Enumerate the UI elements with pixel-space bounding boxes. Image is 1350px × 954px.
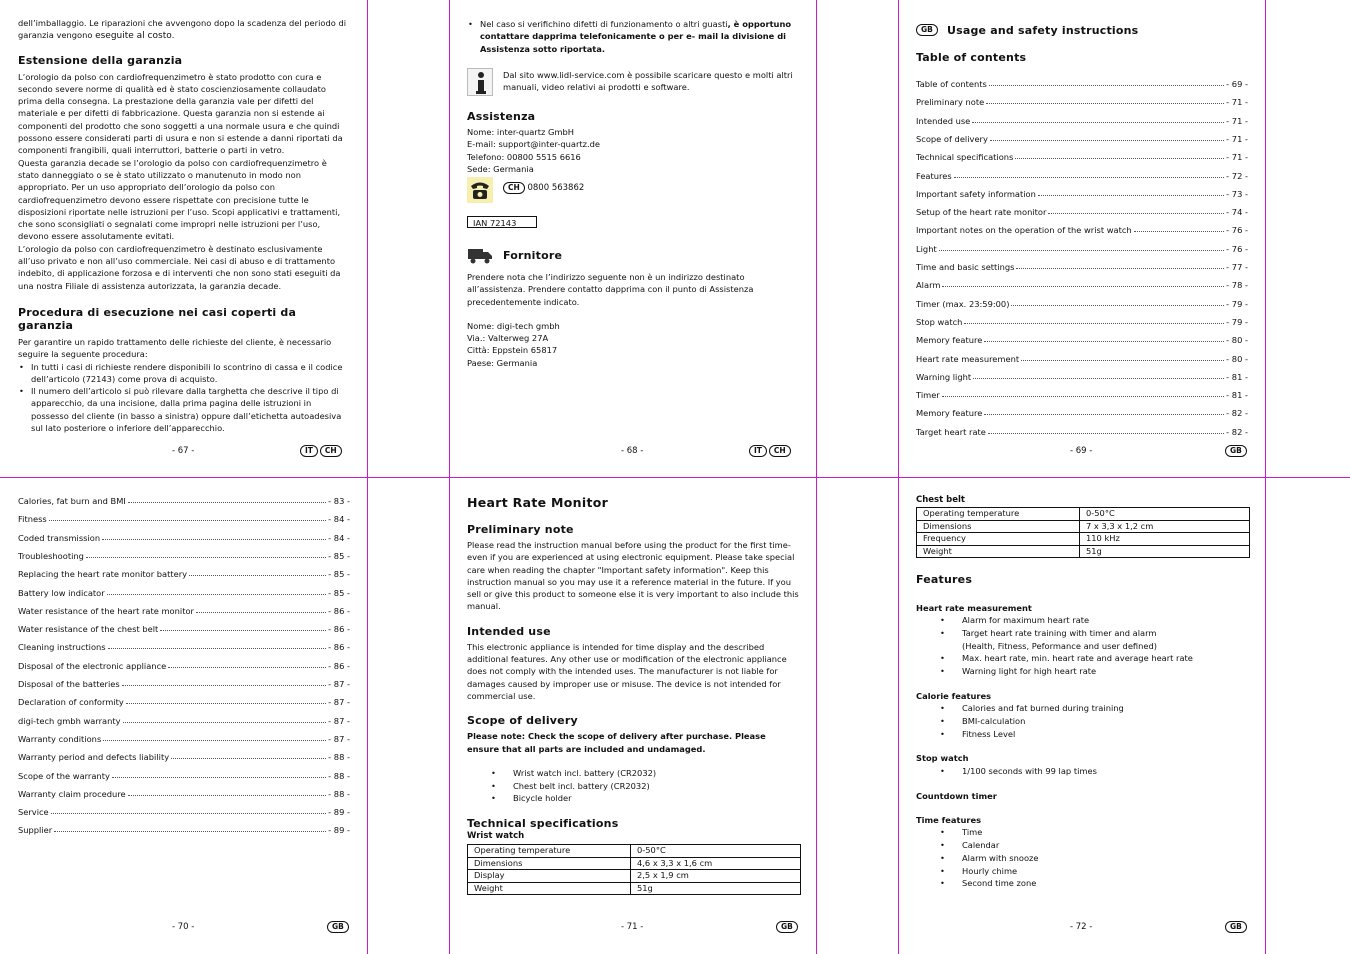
toc-title: Preliminary note [916, 97, 985, 108]
badge-it: IT [300, 445, 318, 457]
badge-ch: CH [769, 445, 791, 457]
assist-line: E-mail: support@inter-quartz.de [467, 139, 601, 150]
calorie-list [916, 702, 1256, 740]
toc-title: Timer (max. 23:59:00) [916, 298, 1010, 309]
assistance-section [467, 110, 797, 175]
toc-leader [171, 758, 326, 759]
toc-entry [18, 659, 350, 671]
table-row: Dimensions 4,6 x 3,3 x 1,6 cm [468, 857, 801, 870]
toc-leader [189, 575, 326, 576]
page-69-header [916, 19, 1246, 64]
heading-preliminary-note: Preliminary note [467, 523, 574, 536]
toc-title: Features [916, 170, 952, 181]
list-item: • In tutti i casi di richieste rendere disponibili lo scontrino di cassa e il codice dell’articolo (72143) come prova di acquisto. [18, 361, 348, 386]
toc-page: - 83 - [328, 496, 350, 506]
toc-page: - 86 - [328, 642, 350, 653]
phone-number: 0800 563862 [527, 183, 585, 193]
paragraph: L’orologio da polso con cardiofrequenzimetro è destinato esclusivamente all’uso privato e non all’uso commerciale. Nei casi di abuso e di trattamento indebito, di applicazione forzosa e di interventi che non sono stati eseguiti da una nostra Filiale di assistenza autorizzata, la garanzia decade. [18, 243, 341, 291]
toc-title: Setup of the heart rate monitor [916, 207, 1047, 218]
toc-page: - 80 - [1226, 353, 1248, 364]
supplier-section [467, 271, 797, 369]
heading-warranty-extension: Estensione della garanzia [18, 53, 183, 67]
paragraph: Questa garanzia decade se l’orologio da polso con cardiofrequenzimetro è stato danneggiato o se è stato utilizzato o manutenuto in modo non appropriato. Per un uso appropriato dell’orologio da polso con cardiofrequenzimetro devono essere rispettate con precisione tutte le disposizioni riportate nelle istruzioni per l’uso. Scopi applicativi e trattamenti, che sono sconsigliati o segnalati come impropri nelle istruzioni per l’uso, devono essere assolutamente evitati. [18, 157, 341, 242]
toc-leader [168, 667, 326, 668]
toc-entry [916, 352, 1248, 364]
list-item: • Target heart rate training with timer and alarm [916, 627, 1256, 640]
toc-page: - 74 - [1226, 207, 1248, 218]
toc-leader [1038, 195, 1224, 196]
toc-page: - 82 - [1226, 408, 1248, 419]
toc-entry [18, 769, 350, 781]
wrist-watch-spec-table [467, 844, 801, 895]
toc-page: - 85 - [328, 550, 350, 561]
scope-list [467, 767, 800, 805]
toc-leader [123, 722, 327, 723]
wrist-watch-label: Wrist watch [467, 831, 525, 841]
toc-title: Troubleshooting [18, 550, 84, 561]
toc-page: - 76 - [1226, 243, 1248, 254]
toc-entry [18, 732, 350, 744]
toc-entry [18, 622, 350, 634]
list-item: • Second time zone [916, 877, 1256, 890]
toc-leader [942, 286, 1224, 287]
heading-assistance: Assistenza [467, 110, 536, 123]
toc-title: Coded transmission [18, 532, 101, 543]
toc-leader [103, 740, 326, 741]
list-item: • 1/100 seconds with 99 lap times [916, 765, 1256, 778]
toc-title: Warning light [916, 371, 972, 382]
heading-intended-use: Intended use [467, 624, 551, 638]
toc-entry [18, 512, 350, 524]
list-item: • Wrist watch incl. battery (CR2032) [467, 767, 800, 780]
toc-entry [916, 425, 1248, 437]
page-68 [467, 18, 797, 55]
badge-gb: GB [916, 24, 938, 36]
toc-page: - 88 - [328, 752, 350, 763]
toc-entry [18, 604, 350, 616]
toc-page: - 79 - [1226, 298, 1248, 309]
toc-title: Alarm [916, 280, 941, 291]
language-badges [1223, 921, 1247, 933]
paragraph: L’orologio da polso con cardiofrequenzimetro è stato prodotto con cura e secondo severe norme di qualità ed è stato coscienziosamente collaudato prima della consegna. La prestazione della garanzia vale per difetti del materiale e per difetti di fabbricazione. Questa garanzia non si estende ai componenti del prodotto che sono soggetti a una normale usura e che quindi possono essere considerati parti di usura e non si estende a danni riportati da componenti frangibili, quali interruttori, batterie o parti in vetro. [18, 71, 343, 156]
toc-title: Target heart rate [916, 426, 986, 437]
toc-title: Declaration of conformity [18, 697, 124, 708]
toc-title: Light [916, 243, 937, 254]
toc-leader [1015, 158, 1224, 159]
bullet-list [467, 18, 797, 55]
toc-page: - 88 - [328, 788, 350, 799]
toc-title: Water resistance of the chest belt [18, 624, 159, 635]
toc-page: - 87 - [328, 733, 350, 744]
toc-entry [916, 132, 1248, 144]
toc-title: Important notes on the operation of the wrist watch [916, 225, 1132, 236]
ian-box: IAN 72143 [467, 216, 537, 228]
toc-entry [18, 494, 350, 506]
toc-entry [916, 333, 1248, 345]
toc-title: Disposal of the electronic appliance [18, 660, 167, 671]
chest-belt-label: Chest belt [916, 495, 965, 505]
page-divider [0, 477, 1350, 478]
ch-phone-line [503, 182, 584, 194]
toc-title: Cleaning instructions [18, 642, 106, 653]
toc-title: Important safety information [916, 188, 1036, 199]
toc-leader [126, 703, 326, 704]
bullet-list [18, 361, 348, 435]
heading-scope-of-delivery: Scope of delivery [467, 714, 578, 728]
toc-leader [973, 378, 1224, 379]
heart-rate-list [916, 652, 1256, 678]
toc-entry [18, 567, 350, 579]
toc-leader [942, 396, 1224, 397]
time-features-list [916, 826, 1256, 890]
list-item: • Calendar [916, 839, 1256, 852]
badge-gb: GB [776, 921, 798, 933]
toc-page: - 88 - [328, 770, 350, 781]
supplier-note: Prendere nota che l’indirizzo seguente non è un indirizzo destinato all’assistenza. Prendere contatto dapprima con il punto di Assistenza precedentemente indicato. [467, 272, 754, 307]
toc-entry [18, 549, 350, 561]
truck-icon [467, 244, 493, 266]
page-number: - 72 - [1070, 922, 1093, 932]
page-67 [18, 17, 348, 434]
table-row: Weight 51g [917, 545, 1250, 558]
heart-rate-note: (Health, Fitness, Peformance and user defined) [962, 640, 1158, 651]
toc-title: Memory feature [916, 335, 983, 346]
toc-entry [18, 677, 350, 689]
toc-leader [1021, 360, 1224, 361]
table-row: Frequency 110 kHz [917, 533, 1250, 546]
countdown-label: Countdown timer [916, 790, 997, 801]
toc-title: Stop watch [916, 316, 963, 327]
toc-entry [916, 169, 1248, 181]
toc-leader [989, 85, 1224, 86]
language-badges [774, 921, 798, 933]
toc-title: Scope of delivery [916, 133, 988, 144]
toc-leader [196, 612, 326, 613]
page-number: - 68 - [621, 446, 644, 456]
toc-page: - 82 - [1226, 426, 1248, 437]
paragraph: Please read the instruction manual before using the product for the first time- even if you are experienced at using electronic equipment. Please take special care when reading the chapter "Important safety information". Keep this instruction manual so you may use it a reference material in the future. If you sell or give this product to someone else it is very important to also include this manual. [467, 540, 799, 612]
toc-title: Battery low indicator [18, 587, 105, 598]
assist-line: Telefono: 00800 5515 6616 [467, 151, 581, 162]
toc-page: - 71 - [1226, 133, 1248, 144]
page-number: - 67 - [172, 446, 195, 456]
toc-leader [984, 341, 1224, 342]
toc-title: digi-tech gmbh warranty [18, 715, 121, 726]
toc-title: Time and basic settings [916, 262, 1015, 272]
toc-entry [18, 531, 350, 543]
toc-title: Warranty period and defects liability [18, 752, 170, 763]
toc-leader [51, 813, 327, 814]
heading-supplier: Fornitore [503, 249, 563, 262]
list-item: • Alarm for maximum heart rate [916, 614, 1256, 627]
toc-entry [916, 223, 1248, 235]
language-badges [1223, 445, 1247, 457]
toc-entry [18, 714, 350, 726]
assist-line: Sede: Germania [467, 163, 534, 174]
list-item: • Max. heart rate, min. heart rate and average heart rate [916, 652, 1256, 665]
toc-page: - 89 - [328, 807, 350, 818]
toc-entry [18, 823, 350, 835]
badge-ch: CH [503, 182, 525, 194]
toc-leader [990, 140, 1224, 141]
toc-page: - 79 - [1226, 316, 1248, 327]
supplier-line: Paese: Germania [467, 357, 538, 368]
list-item: • Alarm with snooze [916, 852, 1256, 865]
toc-entry [916, 406, 1248, 418]
list-item: • Bicycle holder [467, 792, 800, 805]
toc-title: Technical specifications [916, 152, 1014, 163]
toc-title: Warranty claim procedure [18, 788, 126, 799]
toc-page: - 71 - [1226, 97, 1248, 108]
badge-gb: GB [1225, 445, 1247, 457]
toc-entry [916, 242, 1248, 254]
list-item: • Time [916, 826, 1256, 839]
toc-leader [972, 122, 1224, 123]
intro-text: dell’imballaggio. Le riparazioni che avvengono dopo la scadenza del periodo di garanzia vengono eseguite al costo. [18, 18, 347, 42]
stop-watch-list [916, 765, 1256, 778]
supplier-line: Via.: Valterweg 27A [467, 333, 549, 344]
table-row: Operating temperature 0-50°C [917, 508, 1250, 521]
toc-leader [112, 777, 326, 778]
toc-title: Timer [916, 390, 940, 401]
toc-page: - 84 - [328, 514, 350, 525]
list-item: • Chest belt incl. battery (CR2032) [467, 780, 800, 793]
page-title: Usage and safety instructions [946, 24, 1139, 37]
toc-entry [916, 187, 1248, 199]
toc-page: - 81 - [1226, 390, 1248, 401]
toc-leader [160, 630, 326, 631]
chest-belt-spec-table [916, 507, 1250, 558]
toc-entry [18, 787, 350, 799]
toc-leader [128, 795, 327, 796]
language-badges [298, 445, 342, 457]
toc-page: - 86 - [328, 624, 350, 635]
toc-entry [916, 150, 1248, 162]
table-row: Weight 51g [468, 882, 801, 895]
calorie-label: Calorie features [916, 690, 992, 701]
table-row: Display 2,5 x 1,9 cm [468, 870, 801, 883]
toc-leader [86, 557, 326, 558]
toc-page: - 69 - [1226, 79, 1248, 89]
time-features-label: Time features [916, 814, 982, 825]
toc-leader [1011, 305, 1224, 306]
assist-line: Nome: inter-quartz GmbH [467, 127, 574, 137]
badge-gb: GB [1225, 921, 1247, 933]
toc-title: Replacing the heart rate monitor battery [18, 569, 188, 580]
toc-page: - 73 - [1226, 188, 1248, 199]
list-item: • Nel caso si verifichino difetti di funzionamento o altri guasti, è opportuno contattare dapprima telefonicamente o per e- mail la divisione di Assistenza sotto riportata. [467, 18, 797, 55]
toc-title: Water resistance of the heart rate monitor [18, 605, 194, 616]
table-row: Dimensions 7 x 3,3 x 1,2 cm [917, 520, 1250, 533]
toc-entry [916, 388, 1248, 400]
toc-entry [916, 278, 1248, 290]
toc-entry [916, 205, 1248, 217]
table-row: Operating temperature 0-50°C [468, 845, 801, 858]
info-text-block [503, 69, 803, 94]
language-badges [325, 921, 349, 933]
toc-leader [128, 502, 326, 503]
supplier-line: Città: Eppstein 65817 [467, 345, 558, 356]
language-badges [747, 445, 791, 457]
toc-entry [18, 586, 350, 598]
toc-entry [916, 77, 1248, 89]
badge-it: IT [749, 445, 767, 457]
heading-warranty-procedure: Procedura di esecuzione nei casi coperti da garanzia [18, 305, 297, 332]
toc-entry [916, 297, 1248, 309]
toc-title: Intended use [916, 115, 971, 126]
toc-leader [102, 539, 326, 540]
heart-rate-label: Heart rate measurement [916, 603, 1032, 613]
toc-leader [108, 648, 327, 649]
supplier-heading-block [503, 249, 562, 262]
toc-page: - 76 - [1226, 225, 1248, 236]
toc-page: - 89 - [328, 825, 350, 836]
toc-page: - 72 - [1226, 170, 1248, 181]
toc-leader [986, 103, 1224, 104]
toc-title: Service [18, 807, 49, 818]
scope-note: Please note: Check the scope of delivery after purchase. Please ensure that all parts are included and undamaged. [467, 731, 766, 754]
toc-page: - 87 - [328, 679, 350, 689]
toc-page: - 86 - [328, 660, 350, 671]
stop-watch-label: Stop watch [916, 753, 969, 764]
toc-page: - 71 - [1226, 115, 1248, 126]
toc-page: - 81 - [1226, 371, 1248, 382]
paragraph: Per garantire un rapido trattamento delle richieste del cliente, è necessario seguire la seguente procedura: [18, 336, 332, 360]
heading-toc: Table of contents [916, 51, 1027, 64]
toc-leader [1048, 213, 1224, 214]
list-item: • Warning light for high heart rate [916, 665, 1256, 678]
badge-gb: GB [327, 921, 349, 933]
toc-entry [18, 750, 350, 762]
toc-leader [984, 414, 1224, 415]
toc-entry [18, 695, 350, 707]
toc-leader [107, 594, 327, 595]
features-section [916, 573, 1256, 890]
page-number: - 69 - [1070, 446, 1093, 456]
page-number: - 70 - [172, 922, 195, 932]
toc-page: - 87 - [328, 715, 350, 726]
info-icon [467, 68, 493, 96]
heading-features: Features [916, 573, 973, 586]
toc-leader [954, 177, 1224, 178]
toc-title: Heart rate measurement [916, 353, 1020, 364]
toc-leader [122, 685, 326, 686]
toc-title: Supplier [18, 825, 53, 836]
toc-title: Fitness [18, 514, 47, 525]
badge-ch: CH [320, 445, 342, 457]
toc-title: Scope of the warranty [18, 770, 110, 781]
toc-entry [18, 640, 350, 652]
toc-leader [964, 323, 1224, 324]
list-item: • Hourly chime [916, 865, 1256, 878]
telephone-icon [467, 177, 493, 203]
toc-title: Disposal of the batteries [18, 679, 120, 689]
toc-page: - 71 - [1226, 152, 1248, 163]
toc-leader [1016, 268, 1224, 269]
list-item: • Calories and fat burned during training [916, 702, 1256, 715]
page-71 [467, 495, 800, 830]
toc-title: Memory feature [916, 408, 983, 419]
page-title: Heart Rate Monitor [467, 495, 609, 510]
toc-page: - 80 - [1226, 335, 1248, 346]
list-item: • Fitness Level [916, 728, 1256, 741]
toc-entry [916, 370, 1248, 382]
toc-entry [916, 260, 1248, 272]
toc-title: Warranty conditions [18, 733, 102, 744]
toc-leader [54, 831, 326, 832]
toc-title: Table of contents [916, 79, 987, 89]
list-item: • Il numero dell’articolo si può rilevare dalla targhetta che descrive il tipo di apparecchio, da una incisione, dalla prima pagina delle istruzioni in possesso del cliente (in basso a sinistra) oppure dall’etichetta autoadesiva sul lato posteriore o inferiore dell’apparecchio. [18, 385, 348, 434]
toc-entry [916, 315, 1248, 327]
toc-leader [988, 433, 1224, 434]
info-text: Dal sito www.lidl-service.com è possibile scaricare questo e molti altri manuali, video relativi ai prodotti e software. [503, 70, 793, 93]
supplier-line: Nome: digi-tech gmbh [467, 320, 560, 331]
toc-entry [916, 114, 1248, 126]
toc-entry [916, 95, 1248, 107]
list-item: • BMI-calculation [916, 715, 1256, 728]
toc-title: Calories, fat burn and BMI [18, 496, 126, 506]
toc-leader [49, 520, 326, 521]
heading-technical-specifications: Technical specifications [467, 817, 619, 831]
page-number: - 71 - [621, 922, 644, 932]
toc-page: - 84 - [328, 532, 350, 543]
toc-leader [939, 250, 1224, 251]
toc-entry [18, 805, 350, 817]
heart-rate-list [916, 614, 1256, 640]
toc-page: - 87 - [328, 697, 350, 708]
toc-leader [1134, 231, 1225, 232]
toc-page: - 85 - [328, 587, 350, 598]
toc-page: - 78 - [1226, 280, 1248, 291]
toc-page: - 85 - [328, 569, 350, 580]
paragraph: This electronic appliance is intended for time display and the described additional features. Any other use or modification of the electronic appliance does not comply with the intended uses. The manufacturer is not liable for damages caused by improper use or misuse. The device is not intended for commercial use. [467, 641, 787, 701]
toc-page: - 77 - [1226, 262, 1248, 272]
toc-page: - 86 - [328, 605, 350, 616]
